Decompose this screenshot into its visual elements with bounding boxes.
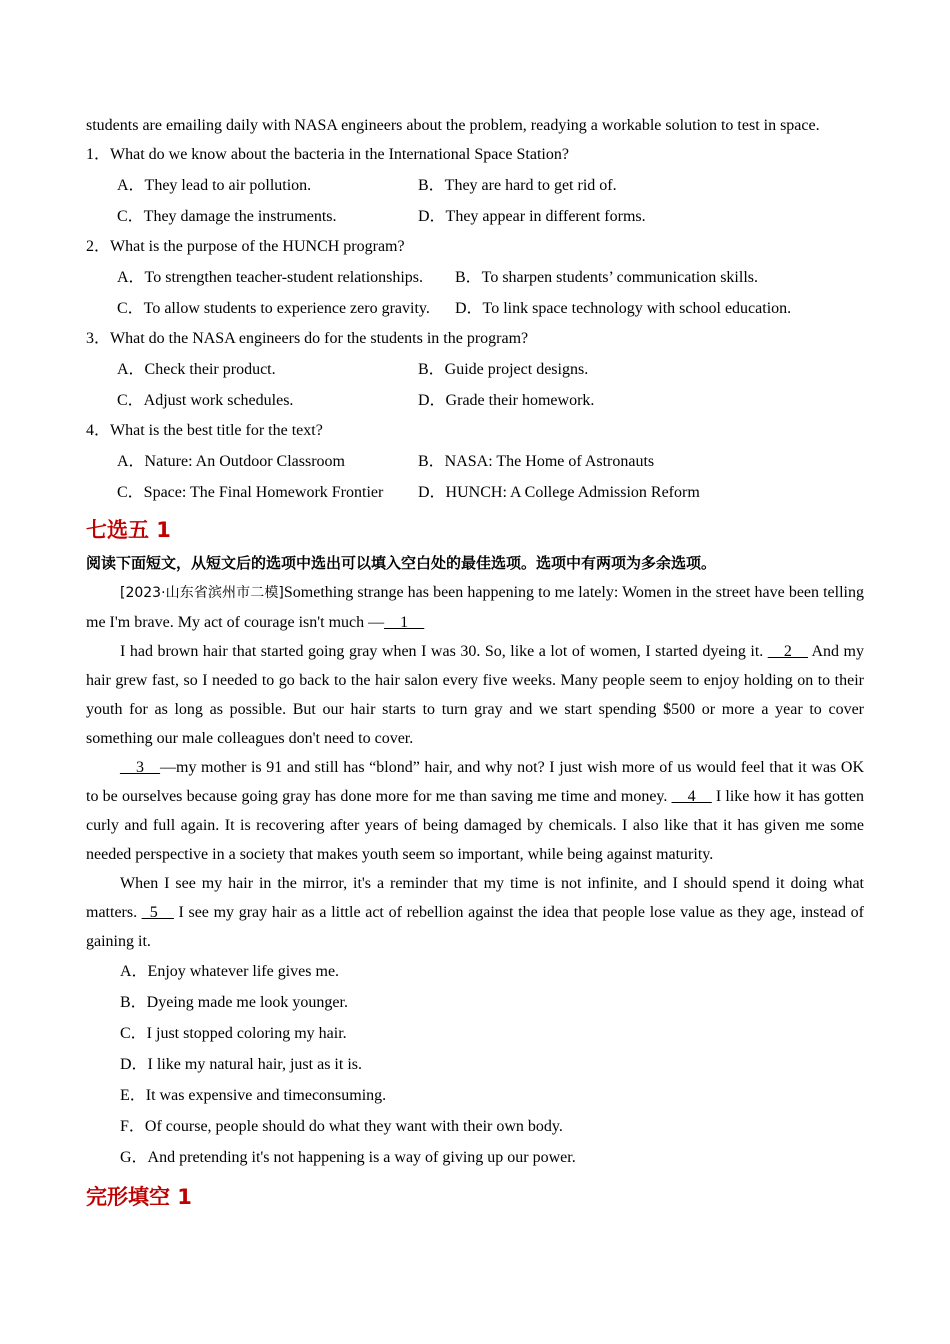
- option-d[interactable]: D．They appear in different forms.: [418, 208, 646, 225]
- question-1: [86, 140, 864, 232]
- document-page: [86, 111, 864, 1215]
- paragraph-text: Something strange has been happening to me lately: Women in the street have been telling me I'm brave. My act of courage isn't much —: [86, 584, 864, 631]
- option-a[interactable]: A．To strengthen teacher-student relationships.: [117, 269, 424, 286]
- choice-c[interactable]: C．I just stopped coloring my hair.: [120, 1025, 347, 1042]
- section-title-seven-five: 七选五 1: [86, 518, 171, 542]
- option-b[interactable]: B．NASA: The Home of Astronauts: [418, 453, 655, 470]
- blank-5[interactable]: _5__: [141, 904, 174, 921]
- choice-f[interactable]: F．Of course, people should do what they want with their own body.: [120, 1118, 563, 1135]
- paragraph-text: And my hair grew fast, so I needed to go back to the hair salon every five weeks. Many people seem to enjoy holding on to their youth for as long as possible. But our hair starts to turn gray and we start spending $500 or more a year to cover something our male colleagues don't need to cover.: [86, 643, 864, 747]
- choice-g[interactable]: G．And pretending it's not happening is a way of giving up our power.: [120, 1149, 576, 1166]
- question-4: [86, 416, 864, 508]
- option-row: [86, 446, 864, 477]
- option-row: [86, 262, 864, 293]
- question-stem: 4．What is the best title for the text?: [86, 422, 323, 439]
- paragraph-text: When I see my hair in the mirror, it's a reminder that my time is not infinite, and I should spend it doing what matters.: [86, 875, 864, 921]
- option-row: [86, 201, 864, 232]
- option-a[interactable]: A．Nature: An Outdoor Classroom: [117, 453, 345, 470]
- option-a[interactable]: A．Check their product.: [117, 361, 276, 378]
- choice-e[interactable]: E．It was expensive and timeconsuming.: [120, 1087, 387, 1104]
- option-c[interactable]: C．To allow students to experience zero gravity.: [117, 300, 430, 317]
- question-stem: 3．What do the NASA engineers do for the students in the program?: [86, 330, 529, 347]
- passage-paragraph-4: [86, 869, 864, 956]
- option-d[interactable]: D．Grade their homework.: [418, 392, 595, 409]
- paragraph-text: I like how it has gotten curly and full again. It is recovering after years of being damaged by chemicals. I also like that it has given me some needed perspective in a society that makes youth seem so important, while being against maturity.: [86, 788, 864, 863]
- passage-paragraph-1: [86, 578, 864, 637]
- option-row: [86, 354, 864, 385]
- option-b[interactable]: B．To sharpen students’ communication skills.: [455, 269, 758, 286]
- passage-closing-line: students are emailing daily with NASA engineers about the problem, readying a workable solution to test in space.: [86, 117, 820, 134]
- choice-a[interactable]: A．Enjoy whatever life gives me.: [120, 963, 340, 980]
- section-instruction: 阅读下面短文，从短文后的选项中选出可以填入空白处的最佳选项。选项中有两项为多余选项。: [86, 554, 717, 572]
- question-3: [86, 324, 864, 416]
- option-a[interactable]: A．They lead to air pollution.: [117, 177, 312, 194]
- option-row: [86, 293, 864, 324]
- option-row: [86, 477, 864, 508]
- option-b[interactable]: B．Guide project designs.: [418, 361, 589, 378]
- paragraph-text: I see my gray hair as a little act of rebellion against the idea that people lose value as they age, instead of gaining it.: [86, 904, 864, 950]
- option-c[interactable]: C．They damage the instruments.: [117, 208, 337, 225]
- option-c[interactable]: C．Adjust work schedules.: [117, 392, 294, 409]
- question-stem: 1．What do we know about the bacteria in the International Space Station?: [86, 146, 569, 163]
- blank-1[interactable]: __1__: [384, 614, 425, 631]
- option-c[interactable]: C．Space: The Final Homework Frontier: [117, 484, 384, 501]
- seven-five-options: [86, 956, 864, 1173]
- choice-d[interactable]: D．I like my natural hair, just as it is.: [120, 1056, 362, 1073]
- option-d[interactable]: D．To link space technology with school education.: [455, 300, 792, 317]
- question-stem: 2．What is the purpose of the HUNCH program?: [86, 238, 405, 255]
- section-title-cloze: 完形填空 1: [86, 1185, 192, 1209]
- blank-4[interactable]: __4__: [671, 788, 712, 805]
- passage-paragraph-3: [86, 753, 864, 869]
- source-tag: [2023·山东省滨州市二模]: [120, 585, 284, 601]
- question-2: [86, 232, 864, 324]
- paragraph-text: —my mother is 91 and still has “blond” hair, and why not? I just wish more of us would feel that it was OK to be ourselves because going gray has done more for me than saving me time and money.: [86, 759, 864, 805]
- option-row: [86, 385, 864, 416]
- choice-b[interactable]: B．Dyeing made me look younger.: [120, 994, 348, 1011]
- option-b[interactable]: B．They are hard to get rid of.: [418, 177, 617, 194]
- passage-paragraph-2: [86, 637, 864, 753]
- paragraph-text: I had brown hair that started going gray when I was 30. So, like a lot of women, I started dyeing it.: [120, 643, 768, 660]
- option-d[interactable]: D．HUNCH: A College Admission Reform: [418, 484, 700, 501]
- blank-3[interactable]: __3__: [120, 759, 160, 776]
- option-row: [86, 170, 864, 201]
- blank-2[interactable]: __2__: [767, 643, 808, 660]
